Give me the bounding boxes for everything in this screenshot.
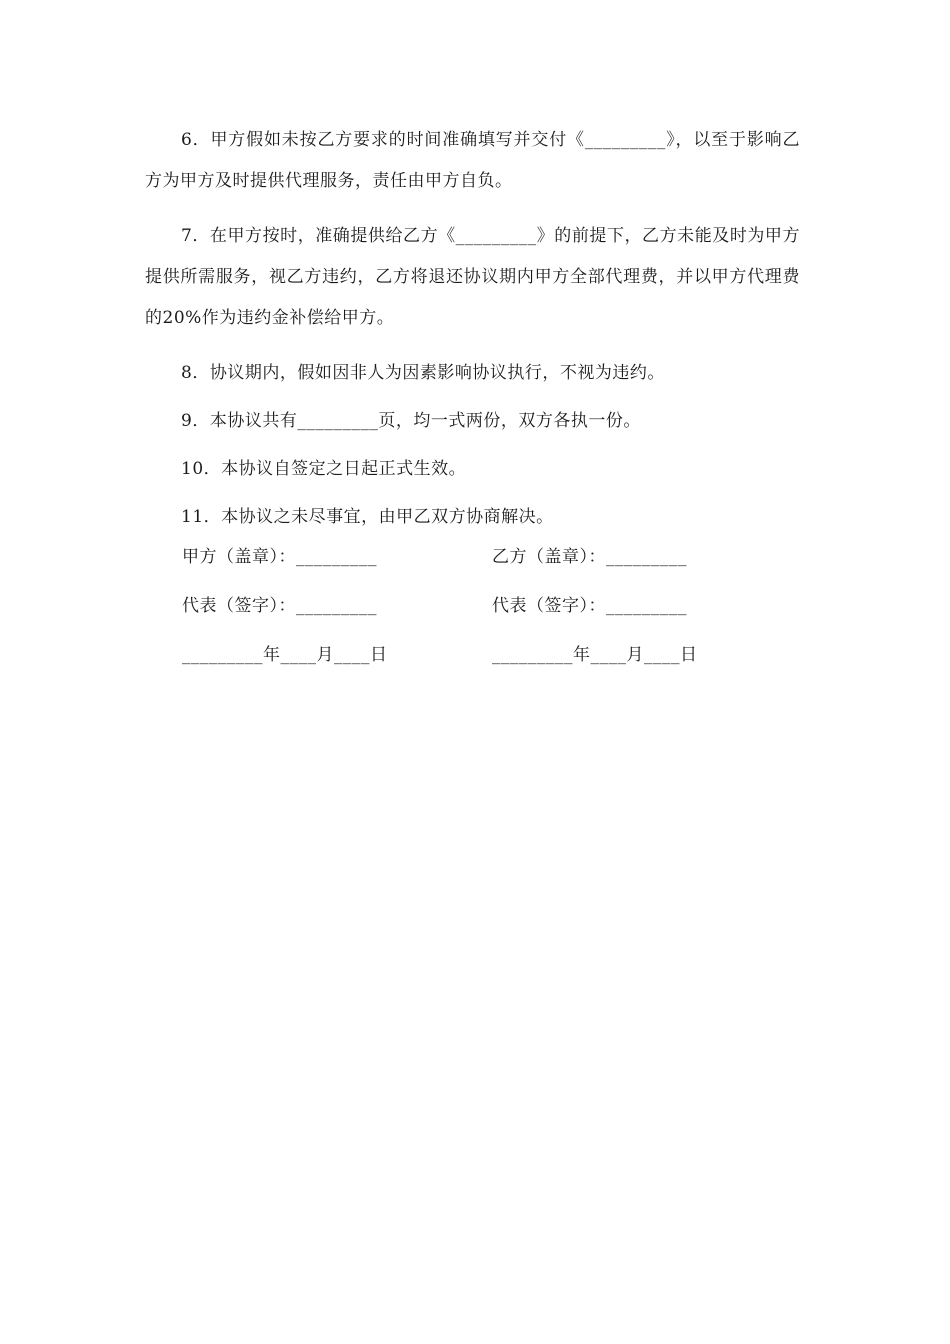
party-a-date: _________年____月____日 bbox=[182, 645, 388, 665]
clause-11: 11．本协议之未尽事宜，由甲乙双方协商解决。 bbox=[181, 507, 554, 527]
signature-block bbox=[182, 530, 802, 677]
clause-8: 8．协议期内，假如因非人为因素影响协议执行，不视为违约。 bbox=[181, 363, 665, 383]
party-b-representative: 代表（签字）：_________ bbox=[492, 596, 687, 616]
date-row bbox=[182, 628, 802, 677]
party-a-seal: 甲方（盖章）：_________ bbox=[182, 547, 377, 567]
clause-10: 10．本协议自签定之日起正式生效。 bbox=[181, 459, 467, 479]
party-b-date: _________年____月____日 bbox=[492, 645, 698, 665]
party-a-representative: 代表（签字）：_________ bbox=[182, 596, 377, 616]
representative-row bbox=[182, 579, 802, 628]
seal-row bbox=[182, 530, 802, 579]
clause-7: 7．在甲方按时，准确提供给乙方《_________》的前提下，乙方未能及时为甲方提供所需服务，视乙方违约，乙方将退还协议期内甲方全部代理费，并以甲方代理费的20%作为违约金补偿给甲方。 bbox=[145, 226, 800, 328]
clause-9: 9．本协议共有_________页，均一式两份，双方各执一份。 bbox=[181, 411, 641, 431]
party-b-seal: 乙方（盖章）：_________ bbox=[492, 547, 687, 567]
document-body bbox=[145, 120, 800, 545]
clause-6: 6．甲方假如未按乙方要求的时间准确填写并交付《_________》，以至于影响乙方为甲方及时提供代理服务，责任由甲方自负。 bbox=[145, 130, 800, 191]
